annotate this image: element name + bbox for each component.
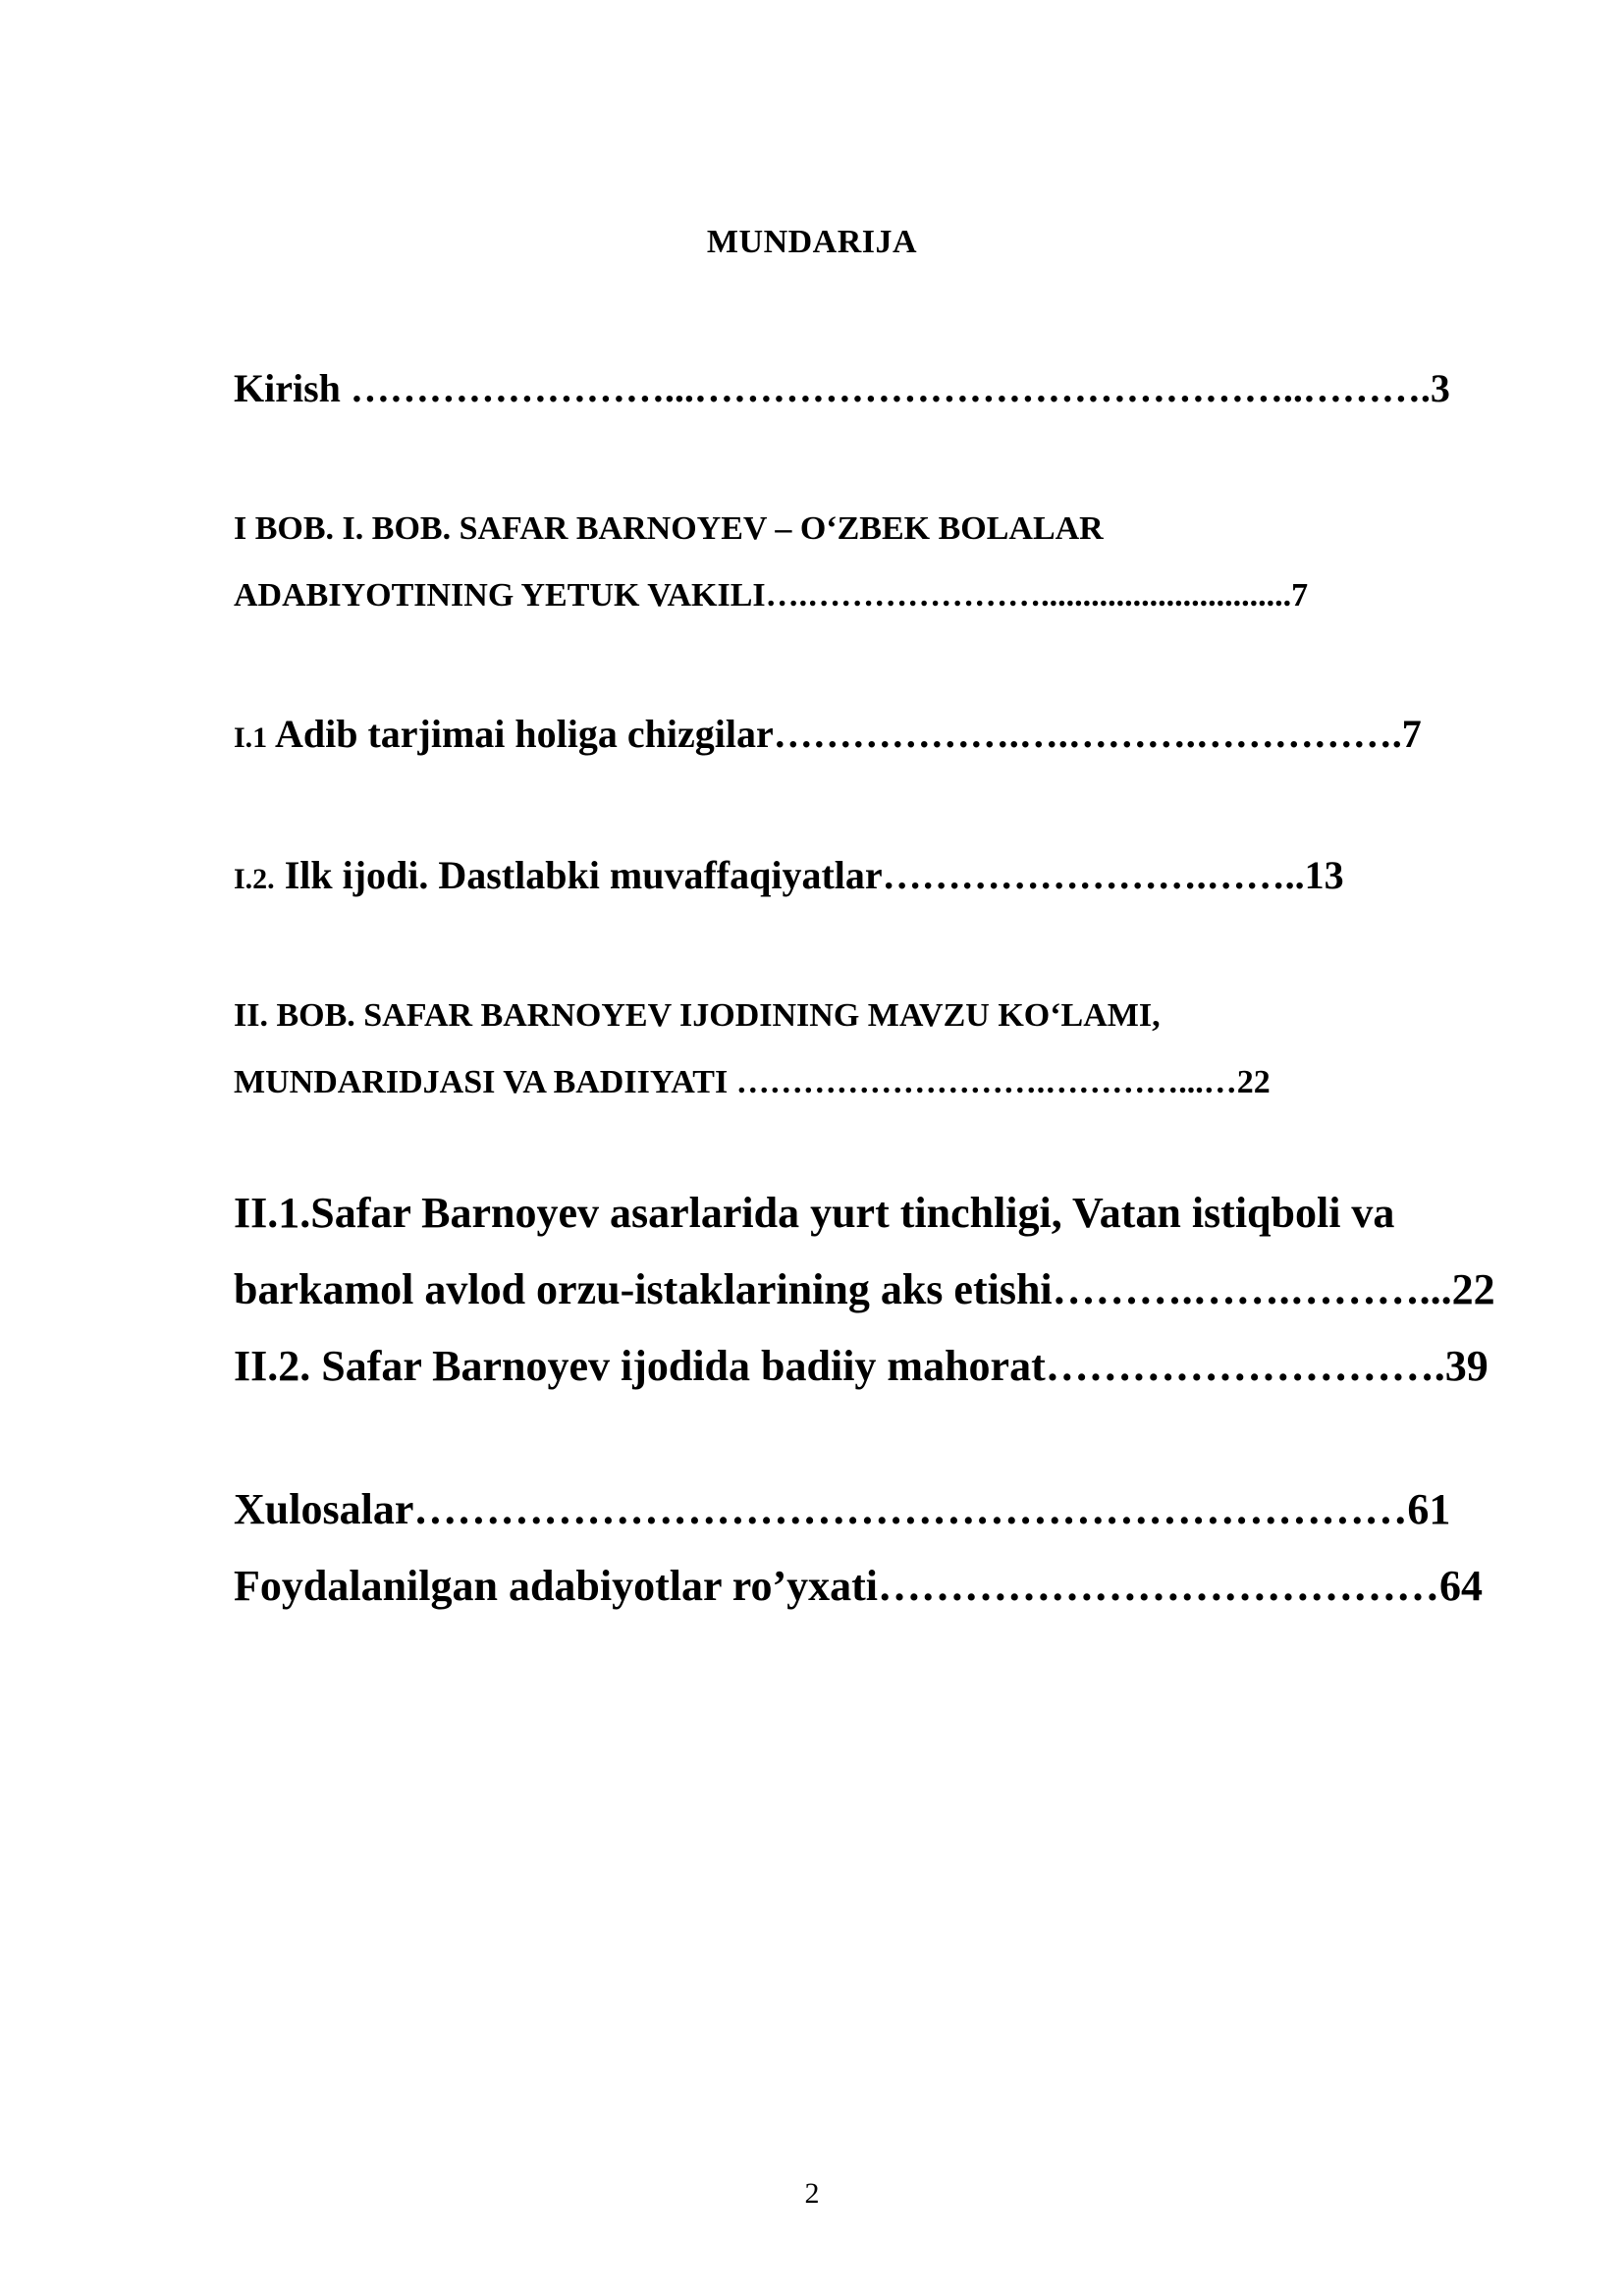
toc-entry-adabiyotlar: Foydalanilgan adabiyotlar ro’yxati…………………………………64	[234, 1562, 1484, 1610]
toc-entry-section-1-1	[234, 711, 1422, 757]
toc-entry-section-1-2	[234, 852, 1344, 898]
page-title: MUNDARIJA	[706, 224, 918, 260]
page-number: 2	[804, 2177, 820, 2210]
toc-entry-chapter-1-line-1: I BOB. I. BOB. SAFAR BARNOYEV – O‘ZBEK BOLALAR	[234, 510, 1104, 547]
toc-entry-kirish: Kirish ……………………...………………………………………..……….3	[234, 366, 1450, 410]
toc-entry-section-2-1-line-2: barkamol avlod orzu-istaklarining aks etishi……….…….………...22	[234, 1265, 1495, 1313]
toc-entry-section-2-1-line-1: II.1.Safar Barnoyev asarlarida yurt tinchligi, Vatan istiqboli va	[234, 1189, 1395, 1237]
section-title: Ilk ijodi. Dastlabki muvaffaqiyatlar…………………….……..13	[274, 853, 1344, 897]
section-title: Adib tarjimai holiga chizgilar……………….….……….…………….7	[267, 712, 1422, 756]
toc-entry-chapter-2-line-2: MUNDARIDJASI VA BADIIYATI ……………………….…………...…22	[234, 1064, 1271, 1100]
section-number: I.2.	[234, 863, 275, 895]
section-number: I.1	[234, 721, 268, 754]
toc-entry-chapter-2-line-1: II. BOB. SAFAR BARNOYEV IJODINING MAVZU KO‘LAMI,	[234, 997, 1161, 1034]
toc-entry-chapter-1-line-2: ADABIYOTINING YETUK VAKILI….…………………..............................7	[234, 577, 1309, 614]
toc-entry-section-2-2: II.2. Safar Barnoyev ijodida badiiy mahorat……………………….39	[234, 1342, 1489, 1390]
toc-entry-xulosalar: Xulosalar……………………………………………………………61	[234, 1485, 1451, 1533]
